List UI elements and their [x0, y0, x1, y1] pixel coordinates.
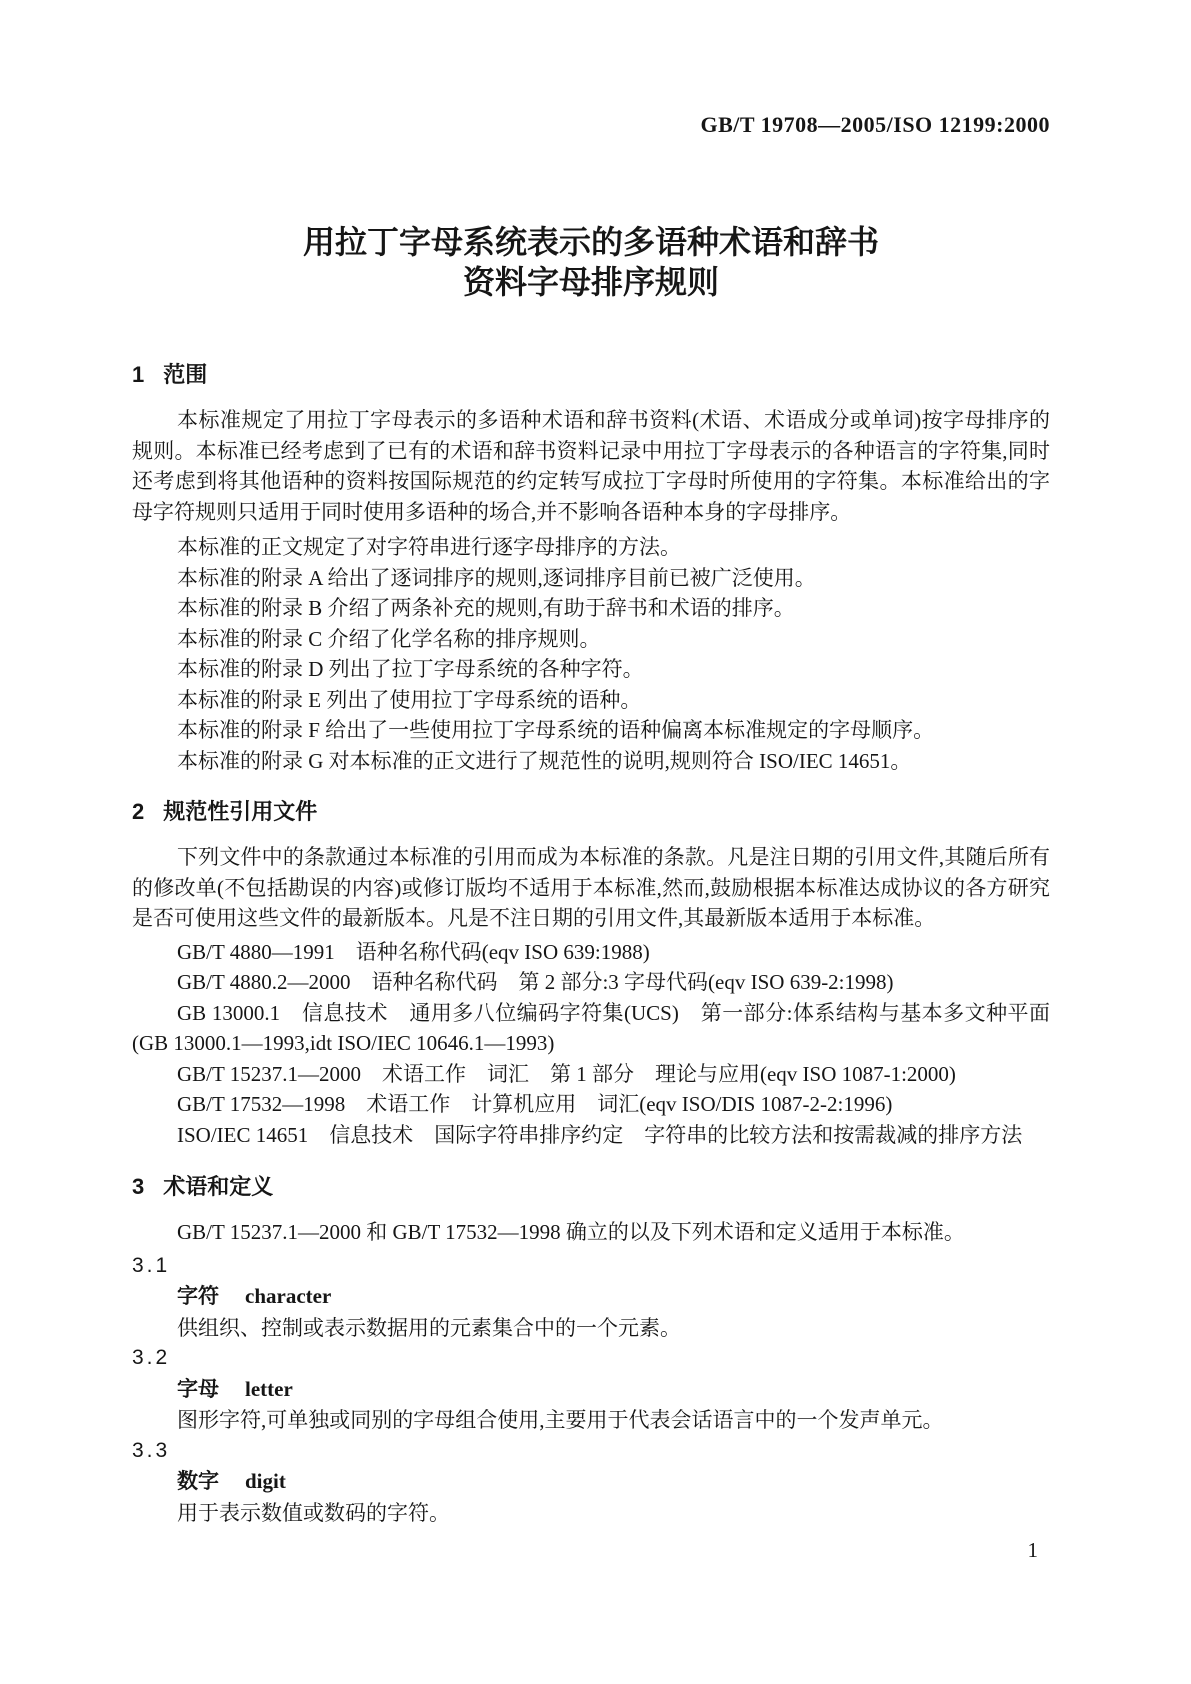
standard-code-header: GB/T 19708—2005/ISO 12199:2000 — [700, 112, 1050, 137]
document-title — [132, 222, 1050, 302]
page-footer — [132, 1535, 1050, 1565]
reference-item: GB/T 4880—1991 语种名称代码(eqv ISO 639:1988) — [177, 939, 650, 964]
term-title — [132, 1281, 1050, 1313]
term-definition: 图形字符,可单独或同别的字母组合使用,主要用于代表会话语言中的一个发声单元。 — [177, 1408, 944, 1432]
section-1-line: 本标准的附录 G 对本标准的正文进行了规范性的说明,规则符合 ISO/IEC 14651。 — [177, 748, 912, 773]
section-3-number: 3 — [132, 1174, 145, 1199]
section-1-line: 本标准的正文规定了对字符串进行逐字母排序的方法。 — [177, 535, 681, 559]
section-1-heading — [132, 360, 1050, 390]
term-entry — [132, 1343, 1050, 1436]
term-definition: 用于表示数值或数码的字符。 — [177, 1500, 450, 1525]
term-english: character — [245, 1284, 332, 1308]
section-1-line: 本标准的附录 C 介绍了化学名称的排序规则。 — [177, 626, 601, 651]
section-1-appendix-list — [132, 532, 1050, 776]
term-definition: 供组织、控制或表示数据用的元素集合中的一个元素。 — [177, 1315, 681, 1340]
section-1-line: 本标准的附录 A 给出了逐词排序的规则,逐词排序目前已被广泛使用。 — [177, 565, 816, 590]
term-chinese: 字母 — [177, 1377, 219, 1401]
reference-item: GB 13000.1 信息技术 通用多八位编码字符集(UCS) 第一部分:体系结构与基本多文种平面(GB 13000.1—1993,idt ISO/IEC 10646.1—1993) — [132, 1000, 1050, 1055]
section-1-line: 本标准的附录 D 列出了拉丁字母系统的各种字符。 — [177, 657, 644, 681]
reference-item: GB/T 17532—1998 术语工作 计算机应用 词汇(eqv ISO/DIS 1087-2-2:1996) — [177, 1092, 893, 1116]
term-title — [132, 1466, 1050, 1498]
section-1-heading-text: 范围 — [163, 362, 208, 387]
section-2-number: 2 — [132, 799, 145, 824]
reference-item: GB/T 4880.2—2000 语种名称代码 第 2 部分:3 字母代码(eqv ISO 639-2:1998) — [177, 970, 894, 994]
section-2-heading-text: 规范性引用文件 — [163, 799, 318, 824]
section-1-paragraph: 本标准规定了用拉丁字母表示的多语种术语和辞书资料(术语、术语成分或单词)按字母排序的规则。本标准已经考虑到了已有的术语和辞书资料记录中用拉丁字母表示的各种语言的字符集,同时还考虑到将其他语种的资料按国际规范的约定转写成拉丁字母时所使用的字符集。本标准给出的字母字符规则只适用于同时使用多语种的场合,并不影响各语种本身的字母排序。 — [132, 408, 1050, 524]
page-number: 1 — [1027, 1538, 1038, 1562]
term-chinese: 数字 — [177, 1470, 219, 1493]
section-2-heading — [132, 797, 1050, 827]
document-title-line-2: 资料字母排序规则 — [462, 264, 719, 300]
document-title-line-1: 用拉丁字母系统表示的多语种术语和辞书 — [302, 224, 879, 260]
reference-item: ISO/IEC 14651 信息技术 国际字符串排序约定 字符串的比较方法和按需裁减的排序方法 — [177, 1122, 1023, 1147]
term-entry — [132, 1251, 1050, 1344]
term-title — [132, 1374, 1050, 1406]
section-1-line: 本标准的附录 B 介绍了两条补充的规则,有助于辞书和术语的排序。 — [177, 596, 795, 620]
term-english: letter — [245, 1376, 293, 1401]
section-1-line: 本标准的附录 F 给出了一些使用拉丁字母系统的语种偏离本标准规定的字母顺序。 — [177, 718, 935, 742]
reference-item: GB/T 15237.1—2000 术语工作 词汇 第 1 部分 理论与应用(eqv ISO 1087-1:2000) — [177, 1061, 956, 1086]
term-chinese: 字符 — [177, 1285, 219, 1308]
section-3-heading — [132, 1172, 1050, 1202]
term-entry — [132, 1436, 1050, 1529]
section-1-number: 1 — [132, 362, 145, 387]
normative-references-list — [132, 937, 1050, 1151]
section-1-line: 本标准的附录 E 列出了使用拉丁字母系统的语种。 — [177, 687, 642, 712]
term-number: 3.3 — [132, 1438, 171, 1462]
term-number: 3.1 — [132, 1253, 171, 1277]
term-english: digit — [245, 1469, 286, 1493]
terms-and-definitions-list — [132, 1251, 1050, 1529]
section-3-heading-text: 术语和定义 — [163, 1174, 274, 1199]
term-number: 3.2 — [132, 1346, 171, 1369]
section-3-intro: GB/T 15237.1—2000 和 GB/T 17532—1998 确立的以及下列术语和定义适用于本标准。 — [177, 1220, 965, 1244]
section-2-paragraph: 下列文件中的条款通过本标准的引用而成为本标准的条款。凡是注日期的引用文件,其随后所有的修改单(不包括勘误的内容)或修订版均不适用于本标准,然而,鼓励根据本标准达成协议的各方研究是否可使用这些文件的最新版本。凡是不注日期的引用文件,其最新版本适用于本标准。 — [132, 845, 1050, 930]
